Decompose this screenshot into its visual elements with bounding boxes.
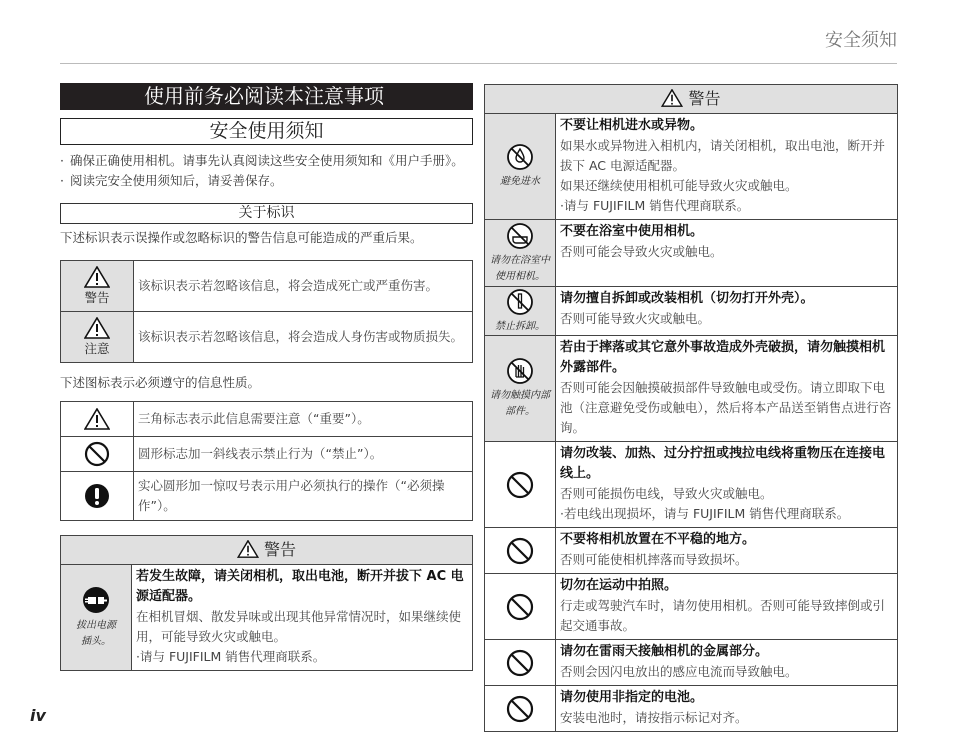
triangle-icon: [62, 408, 132, 430]
warning-triangle-icon: [661, 89, 683, 107]
icon-caption: 禁止拆卸。: [495, 320, 545, 332]
bullet-item: · 阅读完安全使用须知后，请妥善保存。: [60, 173, 283, 188]
intro-bullets: [60, 151, 473, 191]
label-description: 该标识表示若忽略该信息，将会造成死亡或严重伤害。: [134, 261, 473, 312]
icon-caption: 拔出电源插头。: [76, 619, 116, 647]
warning-row: [485, 219, 897, 286]
warning-title: 请勿擅自拆卸或改装相机（切勿打开外壳）。: [560, 291, 814, 306]
table-row: [61, 312, 473, 363]
prohibited-icon: [62, 441, 132, 467]
unplug-icon: [82, 586, 110, 614]
icon-caption: 请勿在浴室中使用相机。: [490, 254, 550, 282]
sub-title: 安全使用须知: [60, 118, 473, 145]
warning-text: 如果还继续使用相机可能导致火灾或触电。: [560, 178, 798, 193]
no-water-icon: [506, 143, 534, 171]
prohibited-icon: [506, 593, 534, 621]
warning-box-left: [60, 535, 473, 671]
table-row: [61, 472, 473, 521]
prohibited-icon: [506, 537, 534, 565]
warning-row: [485, 335, 897, 441]
table-row: [61, 402, 473, 437]
prohibited-icon: [506, 695, 534, 723]
warning-title: 不要在浴室中使用相机。: [560, 224, 704, 239]
label-caution: 注意: [84, 341, 110, 356]
warning-row: [485, 573, 897, 639]
warning-title: 请勿使用非指定的电池。: [560, 690, 704, 705]
warning-row: [485, 685, 897, 731]
warning-text: 否则可能会因触摸破损部件导致触电或受伤。请立即取下电池（注意避免受伤或触电），然后将本产品送至销售点进行咨询。: [560, 380, 892, 435]
warning-title: 请勿改装、加热、过分拧扭或拽拉电线将重物压在连接电线上。: [560, 446, 886, 481]
symbol-description: 三角标志表示此信息需要注意（“重要”）。: [134, 402, 473, 437]
page-header-title: 安全须知: [825, 30, 897, 51]
warning-title: 不要将相机放置在不平稳的地方。: [560, 532, 756, 547]
warning-text: 否则可能会导致火灾或触电。: [560, 244, 723, 259]
warning-text: 否则会因闪电放出的感应电流而导致触电。: [560, 664, 798, 679]
warning-text: 否则可能使相机摔落而导致损坏。: [560, 552, 748, 567]
warning-text: 否则可能导致火灾或触电。: [560, 311, 711, 326]
warning-row: [485, 286, 897, 335]
main-title: 使用前务必阅读本注意事项: [60, 83, 473, 110]
warning-row: [61, 565, 472, 670]
warning-row: [485, 114, 897, 219]
label-description: 该标识表示若忽略该信息，将会造成人身伤害或物质损失。: [134, 312, 473, 363]
warning-rows: [485, 114, 897, 731]
icon-caption: 请勿触摸内部部件。: [490, 390, 550, 417]
warning-row: [485, 441, 897, 527]
warning-text: 安装电池时，请按指示标记对齐。: [560, 710, 748, 725]
warning-heading: 警告: [485, 85, 897, 114]
symbols-intro: 下述图标表示必须遵守的信息性质。: [60, 375, 261, 390]
table-row: [61, 261, 473, 312]
warning-title: 若发生故障，请关闭相机，取出电池，断开并拔下 AC 电源适配器。: [136, 569, 464, 604]
prohibited-icon: [506, 471, 534, 499]
symbol-description: 圆形标志加一斜线表示禁止行为（“禁止”）。: [134, 437, 473, 472]
mandatory-icon: [62, 483, 132, 509]
warning-text: 如果水或异物进入相机内，请关闭相机，取出电池，断开并拔下 AC 电源适配器。: [560, 138, 886, 173]
about-labels-heading: 关于标识: [60, 203, 473, 224]
warning-triangle-icon: [237, 540, 259, 558]
warning-text: 行走或驾驶汽车时，请勿使用相机。否则可能导致摔倒或引起交通事故。: [560, 598, 886, 633]
header-divider: [60, 63, 897, 64]
label-legend-table: [60, 260, 473, 363]
warning-row: [485, 527, 897, 573]
label-warning: 警告: [84, 290, 110, 305]
warning-triangle-icon: [62, 317, 132, 339]
warning-title: 不要让相机进水或异物。: [560, 118, 704, 133]
no-bathroom-icon: [506, 222, 534, 250]
no-touch-icon: [506, 357, 534, 385]
bullet-item: · 确保正确使用相机。请事先认真阅读这些安全使用须知和《用户手册》。: [60, 153, 464, 168]
warning-title: 请勿在雷雨天接触相机的金属部分。: [560, 644, 769, 659]
no-disassembly-icon: [506, 288, 534, 316]
warning-bullet: ·请与 FUJIFILM 销售代理商联系。: [136, 649, 326, 664]
warning-title: 切勿在运动中拍照。: [560, 578, 678, 593]
about-labels-text: 下述标识表示误操作或忽略标识的警告信息可能造成的严重后果。: [60, 230, 423, 245]
warning-bullet: ·若电线出现损坏，请与 FUJIFILM 销售代理商联系。: [560, 506, 850, 521]
table-row: [61, 437, 473, 472]
warning-heading: 警告: [61, 536, 472, 565]
warning-title: 若由于摔落或其它意外事故造成外壳破损，请勿触摸相机外露部件。: [560, 340, 886, 375]
icon-caption: 避免进水: [500, 176, 540, 187]
warning-text: 在相机冒烟、散发异味或出现其他异常情况时，如果继续使用，可能导致火灾或触电。: [136, 609, 462, 644]
left-column: [60, 83, 473, 671]
prohibited-icon: [506, 649, 534, 677]
page-number: iv: [30, 706, 46, 725]
warning-row: [485, 639, 897, 685]
warning-text: 否则可能损伤电线，导致火灾或触电。: [560, 486, 773, 501]
warning-box-right: [484, 84, 898, 732]
symbol-legend-table: [60, 401, 473, 521]
warning-bullet: ·请与 FUJIFILM 销售代理商联系。: [560, 198, 750, 213]
right-column: [484, 84, 898, 732]
warning-triangle-icon: [62, 266, 132, 288]
symbol-description: 实心圆形加一惊叹号表示用户必须执行的操作（“必须操作”）。: [134, 472, 473, 521]
